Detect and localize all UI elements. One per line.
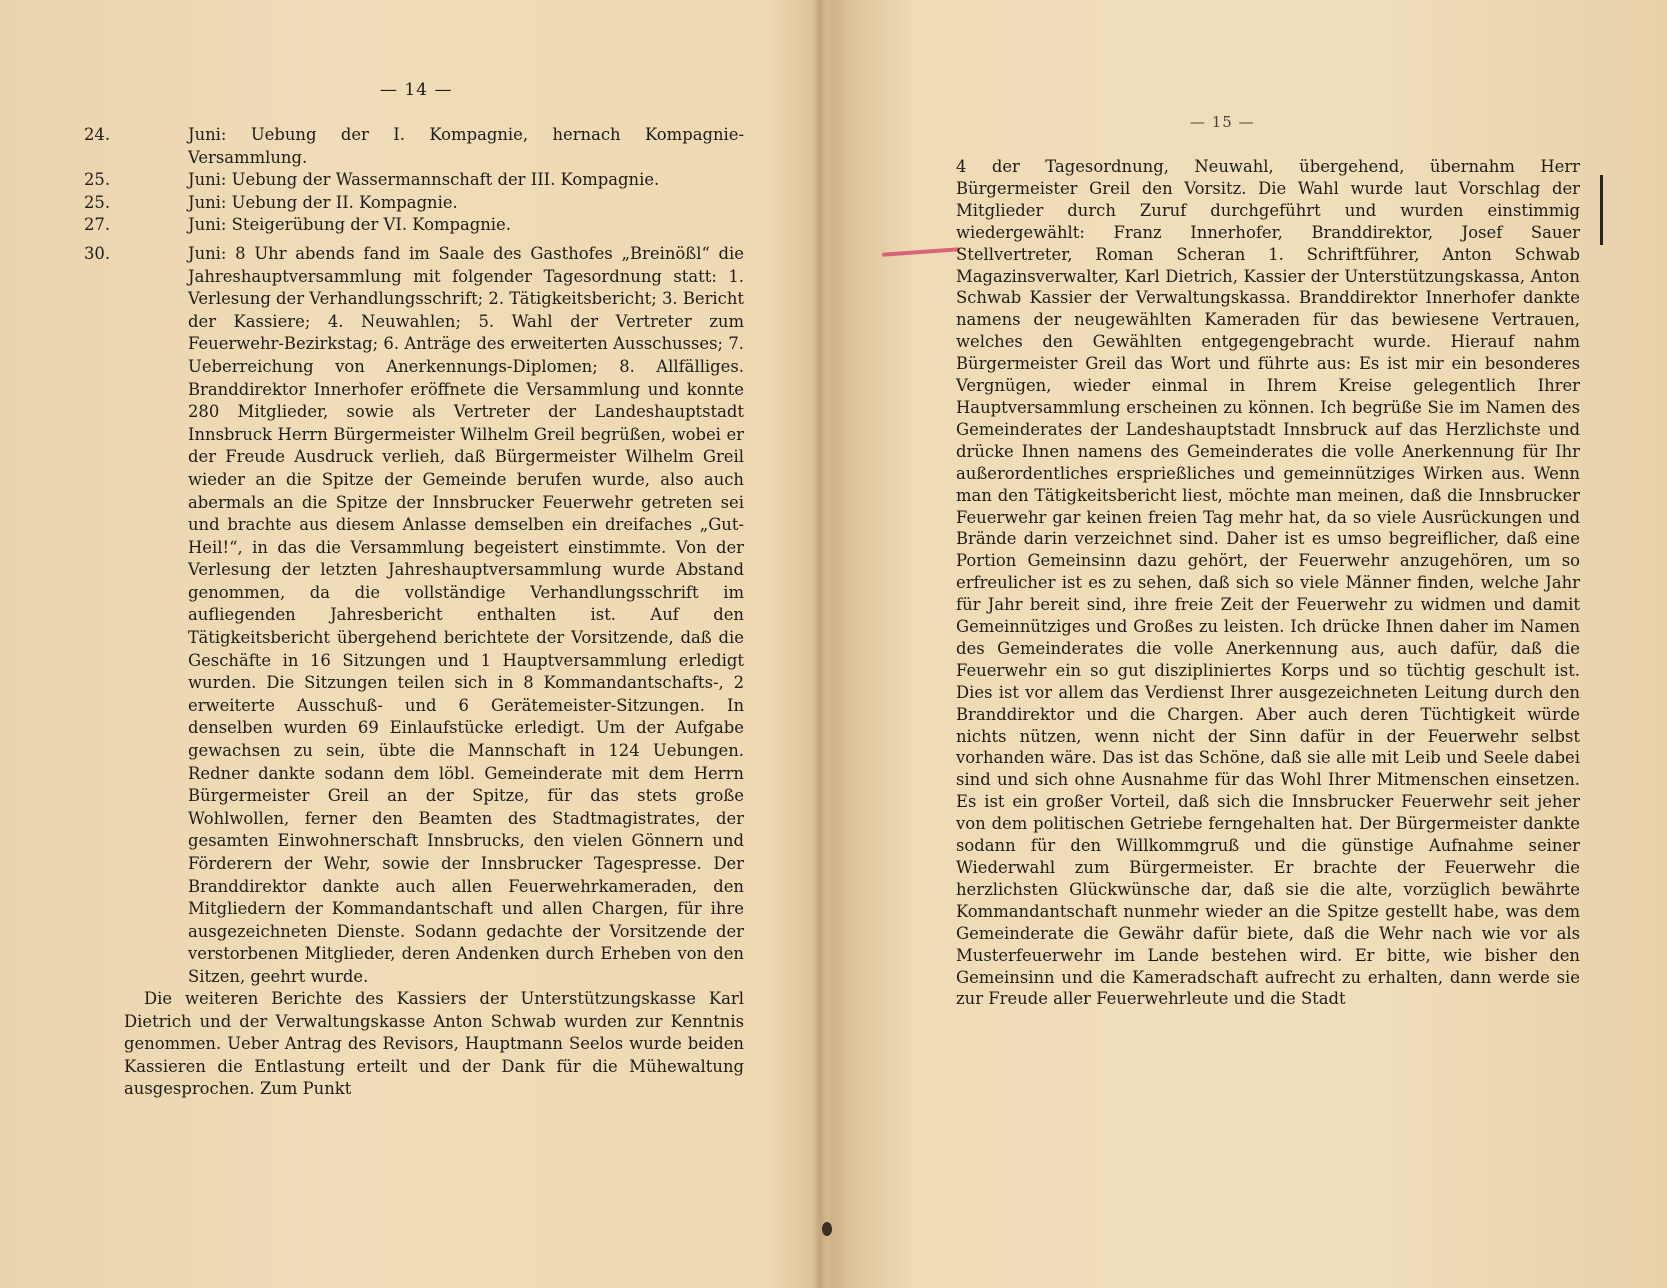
entry-date: 25. bbox=[84, 170, 111, 190]
entry-date: 24. bbox=[84, 125, 111, 144]
list-item bbox=[84, 214, 744, 237]
list-item bbox=[84, 192, 744, 215]
entry-date: 25. bbox=[84, 192, 111, 212]
entry-date: 27. bbox=[84, 215, 111, 235]
entry-date: 30. bbox=[84, 243, 111, 263]
entry-text: Juni: Uebung der II. Kompagnie. bbox=[188, 192, 458, 212]
list-item bbox=[84, 243, 744, 989]
page-number: — 15 — bbox=[1190, 113, 1255, 131]
left-page bbox=[0, 0, 830, 1288]
right-page bbox=[830, 0, 1667, 1288]
entry-list bbox=[84, 124, 744, 989]
entry-text: Juni: 8 Uhr abends fand im Saale des Gasthofes „Breinößl“ die Jahreshauptversammlung mit folgender Tagesordnung statt: 1. Verlesung der Verhandlungsschrift; 2. Tätigkeitsbericht; 3. Bericht der Kassiere; 4. Neuwahlen; 5. Wahl der Vertreter zum Feuerwehr-Bezirkstag; 6. Anträge des erweiterten Ausschusses; 7. Ueberreichung von Anerkennungs-Diplomen; 8. Allfälliges. Branddirektor Innerhofer eröffnete die Versammlung und konnte 280 Mitglieder, sowie als Vertreter der Landeshauptstadt Innsbruck Herrn Bürgermeister Wilhelm Greil begrüßen, wobei er der Freude Ausdruck verlieh, daß Bürgermeister Wilhelm Greil wieder an die Spitze der Gemeinde berufen wurde, also auch abermals an die Spitze der Innsbrucker Feuerwehr getreten sei und brachte aus diesem Anlasse demselben ein dreifaches „Gut-Heil!“, in das die Versammlung begeistert einstimmte. Von der Verlesung der letzten Jahreshauptversammlung wurde Abstand genommen, da die vollständige Verhandlungsschrift im aufliegenden Jahresbericht enthalten ist. Auf den Tätigkeitsbericht übergehend berichtete der Vorsitzende, daß die Geschäfte in 16 Sitzungen und 1 Hauptversammlung erledigt wurden. Die Sitzungen teilen sich in 8 Kommandantschafts-, 2 erweiterte Ausschuß- und 6 Gerätemeister-Sitzungen. In denselben wurden 69 Einlaufstücke erledigt. Um der Aufgabe gewachsen zu sein, übte die Mannschaft in 124 Uebungen. Redner dankte sodann dem löbl. Gemeinderate mit dem Herrn Bürgermeister Greil an der Spitze, für das stets große Wohlwollen, ferner den Beamten des Stadtmagistrates, der gesamten Einwohnerschaft Innsbrucks, den vielen Gönnern und Förderern der Wehr, sowie der Innsbrucker Tagespresse. Der Branddirektor dankte auch allen Feuerwehrkameraden, den Mitgliedern der Kommandantschaft und allen Chargen, für ihre ausgezeichneten Dienste. Sodann gedachte der Vorsitzende der verstorbenen Mitglieder, deren Andenken durch Erheben von den Sitzen, geehrt wurde. bbox=[188, 243, 744, 986]
list-item bbox=[84, 169, 744, 192]
entry-text: Juni: Uebung der Wassermannschaft der III. Kompagnie. bbox=[188, 170, 660, 190]
closing-paragraph: Die weiteren Berichte des Kassiers der Unterstützungskasse Karl Dietrich und der Verwaltungskasse Anton Schwab wurden zur Kenntnis genommen. Ueber Antrag des Revisors, Hauptmann Seelos wurde beiden Kassieren die Entlastung erteilt und der Dank für die Mühewaltung ausgesprochen. Zum Punkt bbox=[124, 989, 744, 1099]
body-paragraph: 4 der Tagesordnung, Neuwahl, übergehend, übernahm Herr Bürgermeister Greil den Vorsitz. Die Wahl wurde laut Vorschlag der Mitglieder durch Zuruf durchgeführt und wurden einstimmig wiedergewählt: Franz Innerhofer, Branddirektor, Josef Sauer Stellvertreter, Roman Scheran 1. Schriftführer, Anton Schwab Magazinsverwalter, Karl Dietrich, Kassier der Unterstützungskassa, Anton Schwab Kassier der Verwaltungskassa. Branddirektor Innerhofer dankte namens der neugewählten Kameraden für das bewiesene Vertrauen, welches den Gewählten entgegengebracht wurde. Hierauf nahm Bürgermeister Greil das Wort und führte aus: Es ist mir ein besonderes Vergnügen, wieder einmal in Ihrem Kreise gelegentlich Ihrer Hauptversammlung erscheinen zu können. Ich begrüße Sie im Namen des Gemeinderates der Landeshauptstadt Innsbruck auf das Herzlichste und drücke Ihnen namens des Gemeinderates die volle Anerkennung für Ihr außerordentliches ersprießliches und gemeinnütziges Wirken aus. Wenn man den Tätigkeitsbericht liest, möchte man meinen, daß die Innsbrucker Feuerwehr gar keinen freien Tag mehr hat, da so viele Ausrückungen und Brände darin verzeichnet sind. Daher ist es umso begreiflicher, daß eine Portion Gemeinsinn dazu gehört, der Feuerwehr anzugehören, um so erfreulicher ist es zu sehen, daß sich so viele Männer finden, welche Jahr für Jahr bereit sind, ihre freie Zeit der Feuerwehr zu widmen und damit Gemeinnütziges und Großes zu leisten. Ich drücke Ihnen daher im Namen des Gemeinderates die volle Anerkennung aus, auch dafür, daß die Feuerwehr ein so gut diszipliniertes Korps und so tüchtig geschult ist. Dies ist vor allem das Verdienst Ihrer ausgezeichneten Leitung durch den Branddirektor und die Chargen. Aber auch deren Tüchtigkeit würde nichts nützen, wenn nicht der Sinn dafür in der Feuerwehr selbst vorhanden wäre. Das ist das Schöne, daß sie alle mit Leib und Seele dabei sind und sich ohne Ausnahme für das Wohl Ihrer Mitmenschen einsetzen. Es ist ein großer Vorteil, daß sich die Innsbrucker Feuerwehr seit jeher von dem politischen Getriebe ferngehalten hat. Der Bürgermeister dankte sodann für den Willkommgruß und die günstige Aufnahme seiner Wiederwahl zum Bürgermeister. Er brachte der Feuerwehr die herzlichsten Glückwünsche dar, daß sie die alte, vorzüglich bewährte Kommandantschaft nunmehr wieder an die Spitze gestellt habe, was dem Gemeinderate die Gewähr dafür biete, daß die Wehr nach wie vor als Musterfeuerwehr im Lande bestehen wird. Er bitte, wie bisher den Gemeinsinn und die Kameradschaft aufrecht zu erhalten, dann werde sie zur Freude aller Feuerwehrleute und die Stadt bbox=[956, 157, 1580, 1009]
pencil-underline-mark bbox=[882, 247, 960, 256]
list-item bbox=[84, 124, 744, 169]
page-number: — 14 — bbox=[380, 80, 453, 100]
entry-text: Juni: Steigerübung der VI. Kompagnie. bbox=[188, 215, 511, 235]
paper-blemish bbox=[822, 1222, 832, 1236]
entry-text: Juni: Uebung der I. Kompagnie, hernach Kompagnie-Versammlung. bbox=[188, 125, 744, 167]
margin-mark bbox=[1600, 175, 1603, 245]
